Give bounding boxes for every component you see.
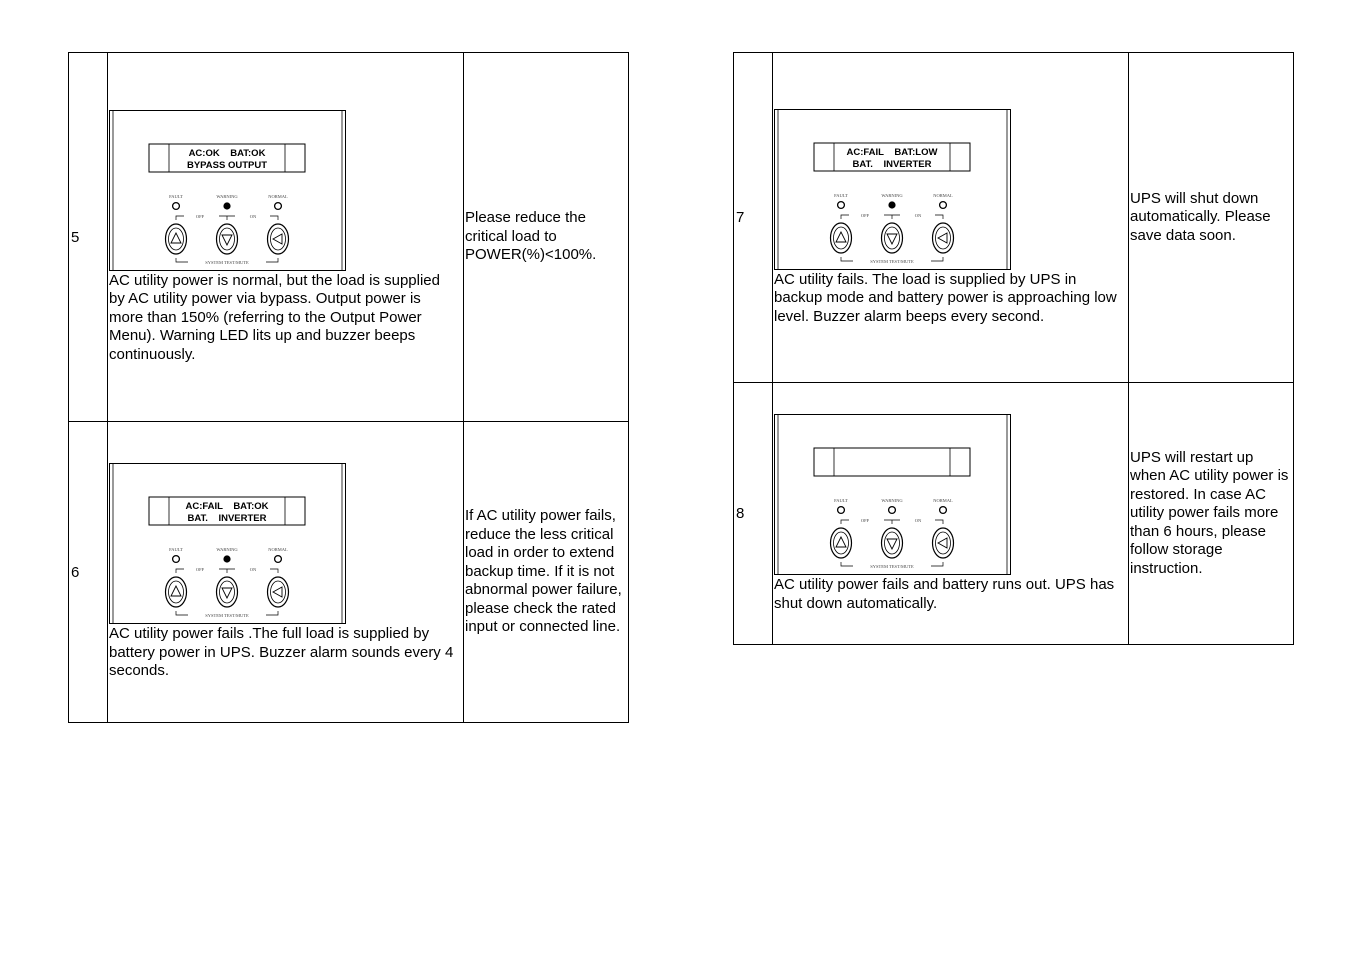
normal-led-icon: [275, 202, 282, 209]
down-button-icon: [217, 577, 238, 607]
up-button-icon: [166, 577, 187, 607]
description-cell: [773, 383, 1129, 645]
row-number: 6: [69, 422, 108, 723]
on-label: ON: [914, 518, 922, 523]
normal-label: NORMAL: [268, 547, 288, 553]
ups-panel-image: [774, 414, 1012, 576]
description-text: AC utility power fails and battery runs out. UPS has shut down automatically.: [774, 576, 1115, 612]
lcd-line-1: AC:FAIL BAT:LOW: [846, 146, 938, 158]
normal-label: NORMAL: [268, 193, 288, 199]
warning-led-icon: [223, 202, 230, 209]
warning-led-icon: [888, 201, 895, 208]
left-button-icon: [268, 577, 289, 607]
on-label: ON: [249, 567, 257, 573]
description-text: AC utility power fails .The full load is supplied by battery power in UPS. Buzzer alarm sounds every 4 seconds.: [109, 625, 454, 680]
row-number: 7: [734, 53, 773, 383]
lcd-line-1: AC:OK BAT:OK: [188, 147, 266, 159]
warning-led-icon: [889, 507, 896, 514]
description-text: AC utility fails. The load is supplied by UPS in backup mode and battery power is approaching low level. Buzzer alarm beeps every second.: [774, 270, 1117, 325]
test-mute-label: SYSTEM TEST/MUTE: [205, 259, 249, 265]
lcd-display: [814, 448, 970, 476]
lcd-line-2: BAT. INVERTER: [187, 513, 267, 525]
status-table-right: [733, 52, 1294, 645]
solution-text: If AC utility power fails, reduce the less critical load in order to extend backup time. If it is not abnormal power failure, please check the rated input or connected line.: [464, 422, 629, 723]
up-button-icon: [831, 528, 852, 558]
warning-label: WARNING: [216, 547, 238, 553]
fault-led-icon: [173, 202, 180, 209]
table-row: [734, 53, 1294, 383]
description-cell: [773, 53, 1129, 383]
on-label: ON: [249, 213, 257, 219]
normal-led-icon: [940, 507, 947, 514]
down-button-icon: [217, 224, 238, 254]
row-number: 8: [734, 383, 773, 645]
description-cell: [108, 422, 464, 723]
off-label: OFF: [860, 212, 870, 218]
solution-text: Please reduce the critical load to POWER(%)<100%.: [464, 53, 629, 422]
table-row: [69, 53, 629, 422]
warning-label: WARNING: [881, 498, 903, 503]
normal-led-icon: [275, 556, 282, 563]
left-button-icon: [933, 223, 954, 253]
warning-label: WARNING: [216, 193, 238, 199]
table-row: [734, 383, 1294, 645]
down-button-icon: [882, 223, 903, 253]
lcd-line-2: BAT. INVERTER: [852, 158, 932, 170]
lcd-line-1: AC:FAIL BAT:OK: [185, 501, 269, 513]
fault-led-icon: [173, 556, 180, 563]
off-label: OFF: [195, 567, 205, 573]
solution-text: UPS will shut down automatically. Please save data soon.: [1129, 53, 1294, 383]
off-label: OFF: [860, 518, 870, 523]
down-button-icon: [882, 528, 903, 558]
up-button-icon: [166, 224, 187, 254]
fault-label: FAULT: [169, 193, 183, 199]
status-table-left: [68, 52, 629, 723]
normal-led-icon: [940, 201, 947, 208]
up-button-icon: [831, 223, 852, 253]
test-mute-label: SYSTEM TEST/MUTE: [205, 613, 249, 619]
ups-panel-image: [109, 110, 347, 272]
off-label: OFF: [195, 213, 205, 219]
ups-panel-image: [774, 109, 1012, 271]
description-cell: [108, 53, 464, 422]
fault-led-icon: [838, 201, 845, 208]
fault-label: FAULT: [834, 192, 848, 198]
row-number: 5: [69, 53, 108, 422]
test-mute-label: SYSTEM TEST/MUTE: [870, 564, 914, 569]
ups-panel-image: [109, 463, 347, 625]
table-row: [69, 422, 629, 723]
lcd-line-2: BYPASS OUTPUT: [186, 159, 268, 171]
left-button-icon: [933, 528, 954, 558]
fault-led-icon: [838, 507, 845, 514]
test-mute-label: SYSTEM TEST/MUTE: [870, 258, 914, 264]
normal-label: NORMAL: [933, 498, 953, 503]
fault-label: FAULT: [834, 498, 848, 503]
solution-text: UPS will restart up when AC utility power is restored. In case AC utility power fails more than 6 hours, please follow storage instruction.: [1129, 383, 1294, 645]
warning-label: WARNING: [881, 192, 903, 198]
fault-label: FAULT: [169, 547, 183, 553]
warning-led-icon: [223, 556, 230, 563]
left-button-icon: [268, 224, 289, 254]
on-label: ON: [914, 212, 922, 218]
normal-label: NORMAL: [933, 192, 953, 198]
description-text: AC utility power is normal, but the load is supplied by AC utility power via bypass. Output power is more than 150% (referring to the Output Power Menu). Warning LED lits up and buzzer beeps continuously.: [109, 271, 440, 363]
